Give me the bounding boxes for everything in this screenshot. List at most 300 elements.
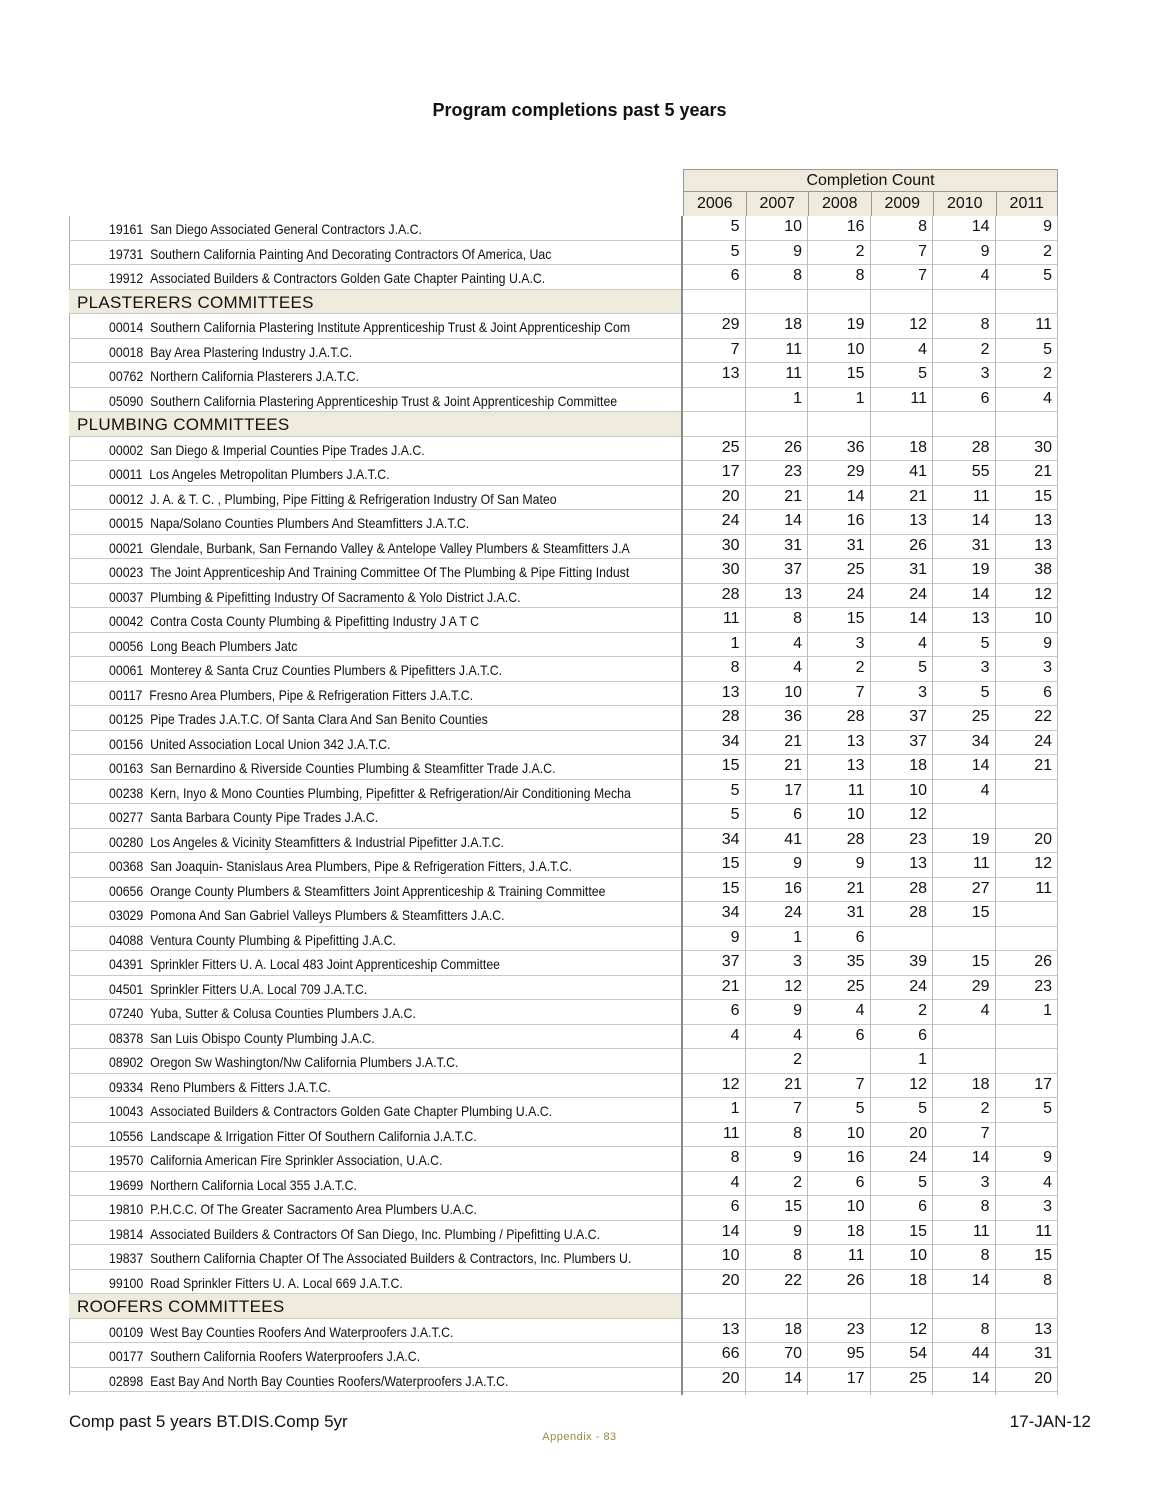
completion-count-header: Completion Count	[683, 169, 1058, 192]
program-name-wrap	[109, 706, 488, 730]
completion-count-cell: 4	[855, 1002, 865, 1019]
completion-count-cell: 20	[721, 1271, 740, 1289]
table-row	[69, 388, 1058, 413]
completion-count-cell: 15	[721, 757, 740, 774]
completion-count-cell	[681, 290, 744, 314]
completion-count-cell: 14	[971, 585, 990, 603]
completion-count-cell: 22	[1034, 708, 1052, 725]
completion-count-cell: 31	[909, 561, 927, 578]
program-name-wrap	[109, 657, 502, 681]
program-name: Southern California Plastering Institute Apprenticeship Trust & Joint Apprenticeship Com	[150, 319, 631, 335]
completion-count-cell	[744, 1294, 807, 1318]
program-name: P.H.C.C. Of The Greater Sacramento Area Plumbers U.A.C.	[150, 1201, 477, 1217]
program-label	[69, 902, 681, 926]
program-name-wrap	[109, 682, 473, 706]
completion-count-cell: 3	[855, 634, 865, 652]
program-label	[69, 1172, 681, 1196]
completion-count-cell: 31	[971, 536, 990, 554]
completion-count-cell: 20	[1034, 830, 1052, 848]
program-label	[69, 241, 681, 265]
program-code: 00011	[109, 466, 143, 482]
program-code: 00042	[109, 613, 144, 629]
completion-count-cell: 20	[721, 487, 740, 505]
completion-count-cell: 11	[722, 1124, 740, 1142]
completion-count-cell: 18	[909, 438, 927, 456]
completion-count-cell: 28	[909, 879, 927, 897]
completion-count-cell: 12	[721, 1075, 740, 1093]
completion-count-cell: 34	[971, 732, 990, 750]
completion-count-cell: 4	[730, 1173, 740, 1191]
program-name-wrap	[109, 927, 396, 951]
table-row	[69, 902, 1058, 927]
completion-count-cell: 4	[980, 1002, 990, 1019]
completion-count-cell: 37	[909, 732, 927, 750]
program-label	[69, 951, 681, 975]
completion-count-cell: 13	[846, 757, 865, 774]
program-name-wrap	[109, 510, 469, 534]
column-divider	[932, 216, 933, 1395]
program-name: Pipe Trades J.A.T.C. Of Santa Clara And San Benito Counties	[150, 711, 488, 727]
table-row	[69, 339, 1058, 364]
completion-count-cell: 21	[784, 487, 802, 505]
completion-count-cell: 23	[909, 830, 927, 848]
table-row	[69, 1270, 1058, 1295]
completion-count-cell: 21	[721, 977, 740, 995]
program-label	[69, 1245, 681, 1269]
program-name: Glendale, Burbank, San Fernando Valley & Antelope Valley Plumbers & Steamfitters J.A	[150, 539, 630, 556]
completion-count-cell: 6	[730, 267, 740, 284]
completion-count-cell: 4	[918, 340, 927, 358]
program-name-wrap	[109, 1221, 600, 1245]
completion-count-cell: 95	[846, 1345, 865, 1362]
program-name-wrap	[109, 829, 504, 853]
completion-count-cell: 21	[784, 757, 802, 774]
completion-count-cell: 21	[909, 487, 927, 505]
program-label	[69, 1270, 681, 1294]
table-row	[69, 486, 1058, 511]
completion-count-cell: 6	[855, 1026, 865, 1044]
program-name: Sprinkler Fitters U.A. Local 709 J.A.T.C.	[150, 980, 368, 997]
completion-count-cell: 5	[918, 365, 927, 382]
completion-count-cell: 13	[1034, 512, 1052, 529]
program-name: Oregon Sw Washington/Nw California Plumbers J.A.T.C.	[150, 1054, 459, 1070]
section-header-row	[69, 412, 1058, 437]
completion-count-cell: 9	[980, 242, 990, 260]
table-row	[69, 1025, 1058, 1050]
table-row	[69, 1123, 1058, 1148]
completion-count-cell: 11	[847, 1247, 865, 1264]
year-header: 2009	[871, 192, 934, 216]
table-row	[69, 829, 1058, 854]
program-code: 09334	[109, 1078, 144, 1095]
section-header-row	[69, 1294, 1058, 1319]
table-row	[69, 1343, 1058, 1368]
program-code: 00277	[109, 809, 144, 825]
table-row	[69, 633, 1058, 658]
completion-count-cell: 11	[972, 855, 990, 872]
program-code: 00014	[109, 319, 144, 335]
program-name: Associated Builders & Contractors Golden Gate Chapter Plumbing U.A.C.	[150, 1103, 553, 1119]
completion-count-cell: 5	[855, 1100, 865, 1117]
completion-count-cell: 13	[1034, 536, 1052, 554]
program-label	[69, 633, 681, 657]
completion-count-cell: 8	[793, 610, 802, 627]
program-name: Plumbing & Pipefitting Industry Of Sacramento & Yolo District J.A.C.	[150, 588, 521, 605]
completion-count-cell	[931, 290, 994, 314]
completion-count-cell: 14	[971, 1369, 990, 1387]
completion-count-cell: 25	[721, 438, 740, 456]
table-row	[69, 951, 1058, 976]
completion-count-cell: 15	[721, 855, 740, 872]
program-name-wrap	[109, 878, 605, 902]
completion-count-cell: 5	[980, 634, 990, 652]
completion-count-cell: 18	[909, 757, 927, 774]
program-name: Southern California Chapter Of The Associated Builders & Contractors, Inc. Plumbers U.	[150, 1250, 632, 1266]
footer-report-name: Comp past 5 years BT.DIS.Comp 5yr	[69, 1412, 348, 1431]
completion-count-cell: 6	[793, 806, 802, 823]
program-code: 19161	[109, 221, 144, 237]
completion-count-cell: 9	[1043, 1149, 1052, 1166]
completion-count-cell: 8	[730, 659, 740, 676]
program-code: 00156	[109, 735, 144, 752]
completion-count-cell: 26	[1034, 953, 1052, 970]
program-label	[69, 1147, 681, 1171]
table-row	[69, 682, 1058, 707]
program-code: 00037	[109, 588, 144, 605]
completion-count-cell: 24	[846, 585, 865, 603]
column-divider	[1057, 216, 1058, 1395]
completion-count-cell: 27	[971, 879, 990, 897]
program-label	[69, 1319, 681, 1343]
completion-count-cell: 6	[980, 389, 990, 407]
completion-count-cell: 24	[909, 1149, 927, 1166]
program-name-wrap	[109, 1270, 403, 1294]
program-code: 04391	[109, 956, 144, 972]
completion-count-cell: 6	[1043, 683, 1052, 701]
completion-count-cell: 8	[980, 316, 990, 333]
program-name: Contra Costa County Plumbing & Pipefitting Industry J A T C	[150, 613, 480, 629]
completion-count-cell: 5	[918, 659, 927, 676]
table-row	[69, 706, 1058, 731]
program-label	[69, 657, 681, 681]
program-label	[69, 829, 681, 853]
program-name: San Luis Obispo County Plumbing J.A.C.	[150, 1029, 375, 1046]
table-row	[69, 657, 1058, 682]
program-name: J. A. & T. C. , Plumbing, Pipe Fitting & Refrigeration Industry Of San Mateo	[150, 490, 557, 507]
program-label	[69, 314, 681, 338]
program-name-wrap	[109, 314, 630, 338]
completion-count-cell: 20	[909, 1124, 927, 1142]
program-name: Los Angeles Metropolitan Plumbers J.A.T.C.	[149, 466, 390, 482]
completion-count-cell: 28	[909, 904, 927, 921]
completion-count-cell: 5	[1043, 340, 1052, 358]
table-row	[69, 1049, 1058, 1074]
column-divider	[870, 216, 871, 1395]
completion-count-cell: 23	[784, 463, 802, 480]
completion-count-cell: 18	[784, 316, 802, 333]
completion-count-cell: 15	[721, 879, 740, 897]
completion-count-cell: 37	[909, 708, 927, 725]
program-code: 00021	[109, 539, 144, 556]
completion-count-cell: 1	[1043, 1002, 1052, 1019]
completion-count-cell: 24	[909, 585, 927, 603]
program-name-wrap	[109, 339, 352, 363]
program-label	[69, 1000, 681, 1024]
completions-table	[69, 216, 1058, 1392]
completion-count-cell: 2	[918, 1002, 927, 1019]
program-label	[69, 559, 681, 583]
column-divider	[807, 216, 808, 1395]
completion-count-cell: 4	[980, 781, 990, 799]
completion-count-cell: 28	[721, 708, 740, 725]
column-divider	[745, 216, 746, 1395]
program-name-wrap	[109, 241, 551, 265]
completion-count-cell	[994, 1294, 1057, 1318]
program-code: 04501	[109, 980, 144, 997]
completion-count-cell	[994, 290, 1057, 314]
program-code: 00056	[109, 637, 144, 654]
table-row	[69, 755, 1058, 780]
completion-count-cell: 37	[784, 561, 802, 578]
completion-count-cell: 17	[1034, 1075, 1052, 1093]
completion-count-cell	[806, 412, 869, 436]
completion-count-cell: 5	[730, 806, 740, 823]
completion-count-cell: 21	[846, 879, 865, 897]
completion-count-cell: 11	[972, 1222, 990, 1240]
year-header: 2011	[996, 192, 1059, 216]
program-label	[69, 461, 681, 485]
program-label	[69, 388, 681, 412]
program-name: Los Angeles & Vicinity Steamfitters & Industrial Pipefitter J.A.T.C.	[150, 833, 504, 850]
completion-count-cell: 2	[980, 1100, 990, 1117]
program-name: Landscape & Irrigation Fitter Of Southern California J.A.T.C.	[150, 1127, 477, 1144]
completion-count-cell: 6	[855, 928, 865, 946]
program-label	[69, 608, 681, 632]
completion-count-cell	[869, 412, 932, 436]
completion-count-cell	[994, 804, 1057, 828]
completion-count-cell: 18	[971, 1075, 990, 1093]
completion-count-cell: 34	[721, 830, 740, 848]
completion-count-cell: 9	[793, 855, 802, 872]
completion-count-cell	[994, 1049, 1057, 1073]
completion-count-cell: 17	[846, 1369, 865, 1387]
completion-count-cell: 21	[784, 1075, 802, 1093]
completion-count-cell: 13	[784, 585, 802, 603]
program-name-wrap	[109, 976, 367, 1000]
program-name-wrap	[109, 731, 390, 755]
completion-count-cell: 8	[918, 218, 927, 235]
completion-count-cell	[931, 804, 994, 828]
completion-count-cell: 4	[1043, 1173, 1052, 1191]
completion-count-cell: 11	[785, 340, 802, 358]
table-row	[69, 1221, 1058, 1246]
completion-count-cell: 6	[730, 1198, 740, 1215]
table-row	[69, 559, 1058, 584]
program-name-wrap	[109, 461, 390, 485]
completion-count-cell: 21	[1034, 757, 1052, 774]
completion-count-cell: 21	[784, 732, 802, 750]
completion-count-cell: 2	[980, 340, 990, 358]
program-name-wrap	[109, 951, 500, 975]
program-label	[69, 1221, 681, 1245]
completion-count-cell: 28	[846, 708, 865, 725]
table-row	[69, 584, 1058, 609]
program-code: 00018	[109, 343, 144, 360]
program-label	[69, 731, 681, 755]
completion-count-cell: 14	[721, 1222, 740, 1240]
table-row	[69, 853, 1058, 878]
completion-count-cell: 3	[980, 659, 990, 676]
program-name: Southern California Plastering Apprenticeship Trust & Joint Apprenticeship Committee	[150, 392, 618, 409]
completion-count-cell	[994, 927, 1057, 951]
program-name-wrap	[109, 1343, 420, 1367]
completion-count-cell: 11	[722, 610, 740, 627]
program-label	[69, 755, 681, 779]
completion-count-cell: 36	[846, 438, 865, 456]
completion-count-cell: 2	[793, 1173, 802, 1191]
completion-count-cell: 5	[918, 1100, 927, 1117]
completion-count-cell: 11	[1035, 316, 1052, 333]
completion-count-cell: 34	[721, 732, 740, 750]
completion-count-cell: 8	[1043, 1271, 1052, 1289]
program-label	[69, 1025, 681, 1049]
completion-count-cell: 4	[1043, 389, 1052, 407]
completion-count-cell: 24	[909, 977, 927, 995]
program-code: 02898	[109, 1372, 144, 1389]
completion-count-cell: 18	[784, 1320, 802, 1338]
program-label	[69, 437, 681, 461]
program-name: The Joint Apprenticeship And Training Committee Of The Plumbing & Pipe Fitting Indust	[150, 564, 630, 580]
completion-count-cell: 7	[918, 242, 927, 260]
program-code: 05090	[109, 392, 144, 409]
completion-count-cell: 13	[846, 732, 865, 750]
program-label	[69, 363, 681, 387]
program-code: 19810	[109, 1201, 144, 1217]
table-row	[69, 216, 1058, 241]
program-label	[69, 878, 681, 902]
completion-count-cell: 14	[971, 1271, 990, 1289]
footer-date: 17-JAN-12	[1009, 1412, 1091, 1431]
completion-count-cell: 3	[980, 1173, 990, 1191]
program-name-wrap	[109, 1196, 477, 1220]
completion-count-cell: 11	[847, 781, 865, 799]
program-label	[69, 216, 681, 240]
program-name: Sprinkler Fitters U. A. Local 483 Joint Apprenticeship Committee	[150, 956, 501, 972]
table-row	[69, 241, 1058, 266]
completion-count-cell: 15	[846, 365, 865, 382]
completion-count-cell: 23	[1034, 977, 1052, 995]
program-name-wrap	[109, 388, 617, 412]
completion-count-cell: 9	[730, 928, 740, 946]
completion-count-cell: 23	[846, 1320, 865, 1338]
completion-count-cell: 4	[730, 1026, 740, 1044]
completion-count-cell: 35	[846, 953, 865, 970]
completion-count-cell: 2	[1043, 365, 1052, 382]
completion-count-cell: 1	[793, 928, 802, 946]
program-name: West Bay Counties Roofers And Waterproofers J.A.T.C.	[150, 1323, 454, 1340]
completion-count-cell: 16	[846, 218, 865, 235]
program-name: Napa/Solano Counties Plumbers And Steamfitters J.A.T.C.	[150, 515, 470, 531]
program-code: 00177	[109, 1348, 144, 1364]
section-title: PLASTERERS COMMITTEES	[69, 290, 681, 314]
completion-count-cell: 1	[918, 1051, 927, 1068]
completion-count-cell	[681, 1294, 744, 1318]
completion-count-cell	[994, 1123, 1057, 1147]
completion-count-cell: 7	[918, 267, 927, 284]
program-code: 00117	[109, 686, 143, 703]
table-row	[69, 1147, 1058, 1172]
completion-count-cell: 28	[971, 438, 990, 456]
completion-count-cell	[994, 780, 1057, 804]
table-row	[69, 510, 1058, 535]
completion-count-cell: 14	[971, 512, 990, 529]
completion-count-cell: 3	[793, 953, 802, 970]
completion-count-cell: 13	[721, 683, 740, 701]
completion-count-cell: 6	[855, 1173, 865, 1191]
completion-count-cell: 12	[784, 977, 802, 995]
completion-count-cell: 1	[730, 634, 740, 652]
table-row	[69, 1196, 1058, 1221]
completion-count-cell: 13	[909, 855, 927, 872]
completion-count-cell: 24	[721, 512, 740, 529]
program-name: Road Sprinkler Fitters U. A. Local 669 J.A.T.C.	[150, 1274, 403, 1291]
completion-count-cell: 8	[980, 1198, 990, 1215]
completion-count-cell: 66	[721, 1345, 740, 1362]
program-name-wrap	[109, 265, 545, 289]
completion-count-cell: 15	[971, 953, 990, 970]
completion-count-cell: 29	[721, 316, 740, 333]
completion-count-cell: 8	[793, 267, 802, 284]
program-code: 99100	[109, 1274, 144, 1291]
completion-count-cell: 3	[1043, 1198, 1052, 1215]
program-label	[69, 780, 681, 804]
program-code: 19837	[109, 1250, 144, 1266]
completion-count-cell: 4	[793, 659, 802, 676]
column-divider	[681, 216, 683, 1395]
program-label	[69, 1049, 681, 1073]
completion-count-cell	[681, 388, 744, 412]
program-name: Ventura County Plumbing & Pipefitting J.A.C.	[150, 931, 396, 948]
program-name: Santa Barbara County Pipe Trades J.A.C.	[150, 809, 379, 825]
completion-count-cell: 13	[721, 365, 740, 382]
completion-count-cell: 16	[846, 1149, 865, 1166]
completion-count-cell: 12	[1034, 585, 1052, 603]
completion-count-cell: 55	[971, 463, 990, 480]
completion-count-cell: 18	[909, 1271, 927, 1289]
completion-count-cell: 18	[846, 1222, 865, 1240]
completion-count-cell	[931, 1294, 994, 1318]
program-name: Fresno Area Plumbers, Pipe & Refrigeration Fitters J.A.T.C.	[149, 686, 474, 703]
completion-count-cell: 3	[918, 683, 927, 701]
completion-count-cell: 9	[1043, 634, 1052, 652]
completion-count-cell: 2	[855, 659, 865, 676]
program-code: 00238	[109, 784, 144, 801]
year-header-row	[683, 192, 1058, 216]
completion-count-cell	[869, 290, 932, 314]
program-name-wrap	[109, 535, 630, 559]
completion-count-cell: 6	[730, 1002, 740, 1019]
program-name-wrap	[109, 780, 631, 804]
program-name: Associated Builders & Contractors Golden Gate Chapter Painting U.A.C.	[150, 270, 546, 286]
program-name: San Diego & Imperial Counties Pipe Trades J.A.C.	[150, 441, 425, 458]
program-name-wrap	[109, 363, 359, 387]
program-code: 00125	[109, 711, 144, 727]
completion-count-cell: 10	[846, 1124, 865, 1142]
program-label	[69, 853, 681, 877]
completion-count-cell: 9	[793, 1222, 802, 1240]
program-name: Orange County Plumbers & Steamfitters Joint Apprenticeship & Training Committee	[150, 882, 606, 899]
completion-count-cell: 7	[855, 1075, 865, 1093]
